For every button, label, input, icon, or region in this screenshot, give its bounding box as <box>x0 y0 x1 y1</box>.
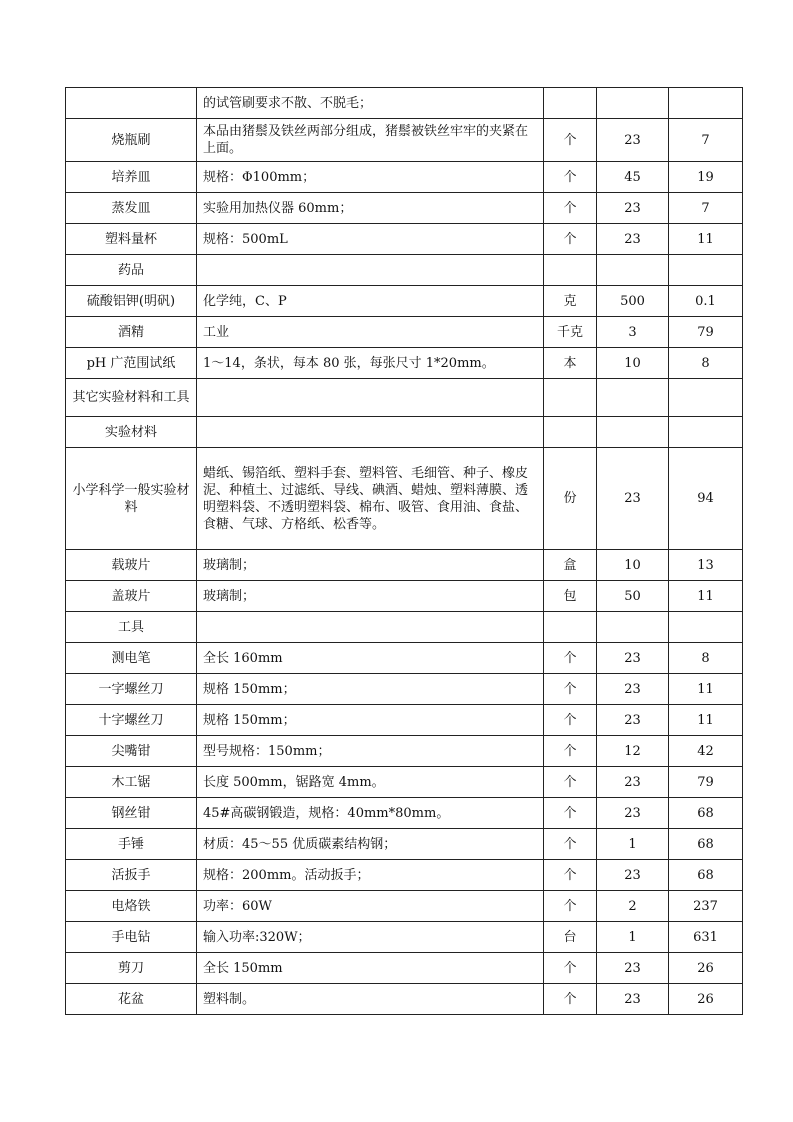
item-name-cell: 盖玻片 <box>66 581 197 612</box>
item-price-cell: 237 <box>669 891 743 922</box>
item-name-cell: 烧瓶刷 <box>66 119 197 162</box>
item-quantity-cell: 3 <box>597 317 669 348</box>
item-price-cell: 94 <box>669 448 743 550</box>
item-quantity-cell: 45 <box>597 162 669 193</box>
item-unit-cell: 盒 <box>544 550 597 581</box>
item-price-cell <box>669 379 743 417</box>
item-spec-cell: 工业 <box>197 317 544 348</box>
item-spec-cell: 45#高碳钢锻造，规格：40mm*80mm。 <box>197 798 544 829</box>
item-price-cell: 68 <box>669 860 743 891</box>
item-spec-cell: 长度 500mm，锯路宽 4mm。 <box>197 767 544 798</box>
item-quantity-cell: 12 <box>597 736 669 767</box>
item-spec-cell: 的试管刷要求不散、不脱毛； <box>197 88 544 119</box>
table-row <box>66 829 743 860</box>
item-price-cell: 26 <box>669 953 743 984</box>
table-row <box>66 162 743 193</box>
item-price-cell: 19 <box>669 162 743 193</box>
table-row <box>66 984 743 1015</box>
item-quantity-cell <box>597 88 669 119</box>
item-unit-cell: 克 <box>544 286 597 317</box>
item-price-cell: 7 <box>669 193 743 224</box>
item-price-cell <box>669 88 743 119</box>
item-quantity-cell: 23 <box>597 119 669 162</box>
item-quantity-cell: 23 <box>597 984 669 1015</box>
item-price-cell: 11 <box>669 581 743 612</box>
item-spec-cell: 1～14，条状，每本 80 张，每张尺寸 1*20mm。 <box>197 348 544 379</box>
item-spec-cell: 全长 160mm <box>197 643 544 674</box>
item-spec-cell: 玻璃制； <box>197 550 544 581</box>
item-price-cell: 11 <box>669 674 743 705</box>
table-row <box>66 674 743 705</box>
table-row <box>66 193 743 224</box>
item-quantity-cell: 23 <box>597 224 669 255</box>
item-quantity-cell: 23 <box>597 767 669 798</box>
item-quantity-cell: 23 <box>597 643 669 674</box>
item-price-cell: 8 <box>669 643 743 674</box>
item-quantity-cell: 23 <box>597 674 669 705</box>
item-spec-cell: 实验用加热仪器 60mm； <box>197 193 544 224</box>
item-unit-cell: 台 <box>544 922 597 953</box>
item-price-cell: 11 <box>669 224 743 255</box>
item-price-cell: 79 <box>669 317 743 348</box>
table-row <box>66 922 743 953</box>
table-row <box>66 612 743 643</box>
item-quantity-cell: 23 <box>597 705 669 736</box>
item-name-cell: 酒精 <box>66 317 197 348</box>
table-row <box>66 119 743 162</box>
item-unit-cell: 个 <box>544 953 597 984</box>
item-name-cell: 塑料量杯 <box>66 224 197 255</box>
item-name-cell: 钢丝钳 <box>66 798 197 829</box>
item-spec-cell: 规格：Φ100mm； <box>197 162 544 193</box>
item-unit-cell: 个 <box>544 119 597 162</box>
item-unit-cell: 本 <box>544 348 597 379</box>
item-name-cell: 测电笔 <box>66 643 197 674</box>
item-unit-cell: 个 <box>544 674 597 705</box>
item-name-cell: 小学科学一般实验材料 <box>66 448 197 550</box>
table-row <box>66 348 743 379</box>
item-name-cell: 剪刀 <box>66 953 197 984</box>
equipment-table <box>65 87 743 1015</box>
item-unit-cell: 个 <box>544 643 597 674</box>
item-quantity-cell: 23 <box>597 953 669 984</box>
item-name-cell: 手电钻 <box>66 922 197 953</box>
item-unit-cell: 包 <box>544 581 597 612</box>
item-name-cell: 尖嘴钳 <box>66 736 197 767</box>
table-row <box>66 767 743 798</box>
item-quantity-cell: 1 <box>597 922 669 953</box>
item-unit-cell: 个 <box>544 224 597 255</box>
table-row <box>66 317 743 348</box>
item-name-cell: 活扳手 <box>66 860 197 891</box>
item-name-cell: pH 广范围试纸 <box>66 348 197 379</box>
item-unit-cell <box>544 417 597 448</box>
item-spec-cell: 本品由猪鬃及铁丝两部分组成，猪鬃被铁丝牢牢的夹紧在上面。 <box>197 119 544 162</box>
item-name-cell: 药品 <box>66 255 197 286</box>
item-price-cell: 68 <box>669 798 743 829</box>
item-spec-cell: 输入功率:320W； <box>197 922 544 953</box>
item-name-cell: 蒸发皿 <box>66 193 197 224</box>
item-name-cell: 木工锯 <box>66 767 197 798</box>
item-unit-cell: 个 <box>544 829 597 860</box>
item-unit-cell <box>544 612 597 643</box>
item-spec-cell: 型号规格：150mm； <box>197 736 544 767</box>
item-name-cell: 十字螺丝刀 <box>66 705 197 736</box>
table-row <box>66 736 743 767</box>
item-spec-cell: 塑料制。 <box>197 984 544 1015</box>
item-quantity-cell: 23 <box>597 798 669 829</box>
item-price-cell <box>669 417 743 448</box>
item-name-cell: 工具 <box>66 612 197 643</box>
item-quantity-cell <box>597 612 669 643</box>
table-row <box>66 286 743 317</box>
item-price-cell: 8 <box>669 348 743 379</box>
table-row <box>66 417 743 448</box>
item-price-cell: 0.1 <box>669 286 743 317</box>
item-name-cell: 手锤 <box>66 829 197 860</box>
table-body <box>66 88 743 1015</box>
item-unit-cell: 个 <box>544 767 597 798</box>
item-spec-cell: 材质：45～55 优质碳素结构钢； <box>197 829 544 860</box>
item-name-cell: 培养皿 <box>66 162 197 193</box>
table-row <box>66 255 743 286</box>
item-spec-cell <box>197 255 544 286</box>
item-spec-cell: 玻璃制； <box>197 581 544 612</box>
item-spec-cell: 规格 150mm； <box>197 705 544 736</box>
item-name-cell: 其它实验材料和工具 <box>66 379 197 417</box>
item-spec-cell: 规格 150mm； <box>197 674 544 705</box>
table-row <box>66 891 743 922</box>
item-spec-cell: 规格：500mL <box>197 224 544 255</box>
item-unit-cell <box>544 255 597 286</box>
item-spec-cell <box>197 612 544 643</box>
item-unit-cell: 个 <box>544 798 597 829</box>
item-price-cell: 68 <box>669 829 743 860</box>
item-name-cell: 硫酸铝钾(明矾) <box>66 286 197 317</box>
item-unit-cell: 个 <box>544 705 597 736</box>
item-price-cell: 79 <box>669 767 743 798</box>
item-unit-cell: 份 <box>544 448 597 550</box>
table-row <box>66 379 743 417</box>
item-quantity-cell: 23 <box>597 448 669 550</box>
item-unit-cell: 个 <box>544 162 597 193</box>
table-row <box>66 705 743 736</box>
item-spec-cell <box>197 417 544 448</box>
item-unit-cell: 个 <box>544 193 597 224</box>
item-unit-cell: 个 <box>544 984 597 1015</box>
item-spec-cell: 全长 150mm <box>197 953 544 984</box>
item-unit-cell: 个 <box>544 736 597 767</box>
item-quantity-cell: 2 <box>597 891 669 922</box>
item-spec-cell: 化学纯，C、P <box>197 286 544 317</box>
item-quantity-cell <box>597 417 669 448</box>
item-price-cell: 13 <box>669 550 743 581</box>
item-quantity-cell: 1 <box>597 829 669 860</box>
item-name-cell: 载玻片 <box>66 550 197 581</box>
item-spec-cell: 蜡纸、锡箔纸、塑料手套、塑料管、毛细管、种子、橡皮泥、种植土、过滤纸、导线、碘酒、蜡烛、塑料薄膜、透明塑料袋、不透明塑料袋、棉布、吸管、食用油、食盐、食糖、气球、方格纸、松香等。 <box>197 448 544 550</box>
item-price-cell: 631 <box>669 922 743 953</box>
item-name-cell: 电烙铁 <box>66 891 197 922</box>
item-name-cell <box>66 88 197 119</box>
item-unit-cell <box>544 379 597 417</box>
item-price-cell: 7 <box>669 119 743 162</box>
item-price-cell: 11 <box>669 705 743 736</box>
table-row <box>66 953 743 984</box>
table-row <box>66 448 743 550</box>
item-quantity-cell: 10 <box>597 348 669 379</box>
item-name-cell: 花盆 <box>66 984 197 1015</box>
item-unit-cell: 千克 <box>544 317 597 348</box>
item-spec-cell: 规格：200mm。活动扳手； <box>197 860 544 891</box>
item-price-cell: 26 <box>669 984 743 1015</box>
item-quantity-cell: 10 <box>597 550 669 581</box>
item-unit-cell: 个 <box>544 860 597 891</box>
item-quantity-cell: 500 <box>597 286 669 317</box>
item-price-cell <box>669 255 743 286</box>
item-quantity-cell: 23 <box>597 193 669 224</box>
table-row <box>66 798 743 829</box>
table-row <box>66 550 743 581</box>
item-unit-cell <box>544 88 597 119</box>
table-row <box>66 581 743 612</box>
table-row <box>66 860 743 891</box>
item-price-cell: 42 <box>669 736 743 767</box>
item-name-cell: 一字螺丝刀 <box>66 674 197 705</box>
item-price-cell <box>669 612 743 643</box>
item-unit-cell: 个 <box>544 891 597 922</box>
table-row <box>66 88 743 119</box>
item-quantity-cell: 50 <box>597 581 669 612</box>
item-spec-cell <box>197 379 544 417</box>
item-quantity-cell <box>597 255 669 286</box>
item-name-cell: 实验材料 <box>66 417 197 448</box>
table-row <box>66 224 743 255</box>
item-quantity-cell <box>597 379 669 417</box>
table-row <box>66 643 743 674</box>
item-quantity-cell: 23 <box>597 860 669 891</box>
item-spec-cell: 功率：60W <box>197 891 544 922</box>
